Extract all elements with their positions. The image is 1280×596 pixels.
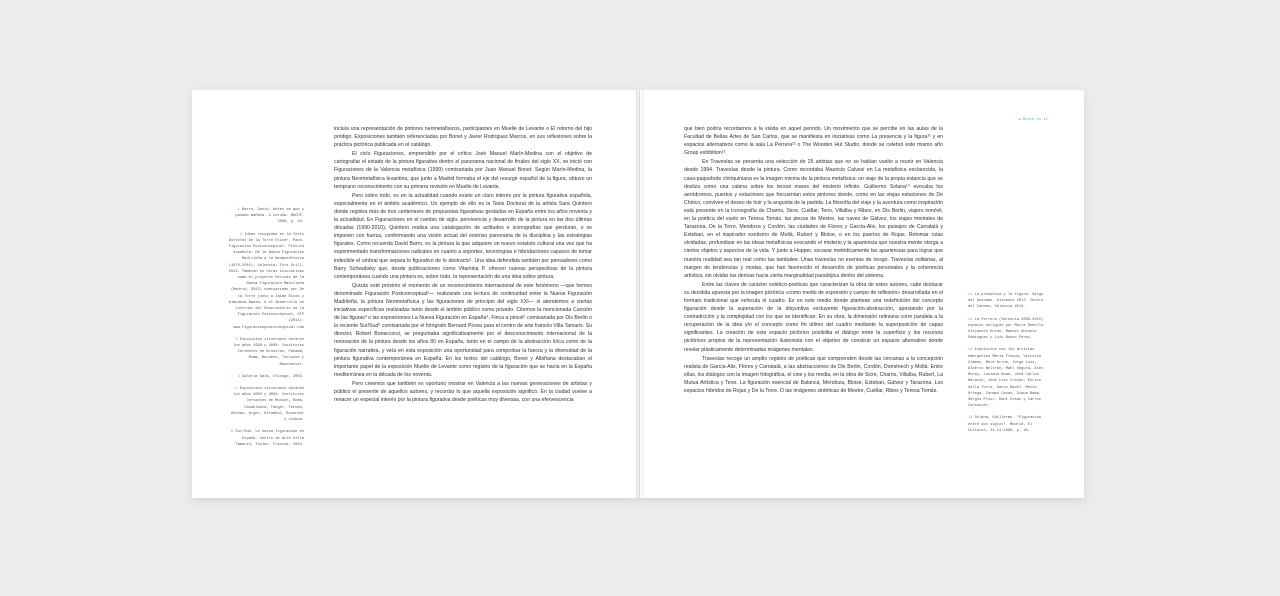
body-paragraph: Pero sobre todo, es en la actualidad cuando existe un claro interés por la pintura figurativa española, especialmente en el ámbito académico. Un ejemplo de ello es la Tesis Doctoral de la artista Sara Quintero donde registra más de tres centenares de propuestas figurativas gestadas en España entre los años noventa y la actualidad. En Figuraciones en el cambio de siglo, pervivencia y desarrollo de la pintura en las dos últimas décadas (1990-2010), Quintero realiza una catalogación de actitudes e iconografías que perduran, o se imponen con fuerza, conformando una visión actual del extenso panorama de la disciplina y las estrategias figurales. Como recuerda David Barro, es la pintura la que adquiere un nuevo estatuto cultural una vez que ha experimentado transformaciones radicales en cuanto a soportes, tecnologías e hibridaciones capaces de tomar indecible el umbral que separa lo figurativo de lo abstracto¹. Una idea defendida también por pensadores como Barry Schwabsky que, desde publicaciones como Vitamina P, ofrecen nuevas perspectivas de la pintura contemporánea cuando una pintura es, sobre todo, la representación de una idea sobre pintura.	[334, 192, 592, 280]
footnote	[228, 429, 304, 448]
footnote	[228, 232, 304, 331]
footnote-text: Solana, Guillermo. "Figuración entre dos siglos". Madrid, El Cultural, 21-11-1999, p. 46.	[968, 416, 1042, 433]
footnote-number: 2	[239, 232, 243, 237]
body-paragraph: Quizás esté próximo el momento de un reconocimiento internacional de este fenómeno —que hemos denominado Figuración Postconceptual²— realizando una lectura de continuidad entre la Nueva Figuración Madrileña, la pintura Neometafísica y las figuraciones de principio del siglo XXI— si atendemos a ciertas iniciativas específicas realizadas tanto desde el ámbito público como privado. Citemos la mencionada Canción de las figuras³ o las exposiciones La Nueva Figuración en España⁴, Finca a pincel⁵ comisariada por Dis Berlin o la reciente Sur/Sud⁶ comisariada por el fotógrafo Bernard Possu para el centro de arte francés Villa Tamaris. Su director, Robert Bonaccorsi, se preguntaba significativamente por el desconocimiento internacional de la renovación de la pintura desde los años 80 en España, tanto en el campo de la abstracción lírica como de la figuración narrativa, y veía en esta exposición una oportunidad para comprobar la fuerza y la diversidad de la pintura figurativa contemporánea en España. En los textos del catálogo, Bonet y Albiñana destacaban el importante papel de la exposición Muelle de Levante como registro de la figuración que se hacía en la España mediterránea en la década de los noventa.	[334, 282, 592, 378]
footnote-text: La Perrera (Valencia 2009-2015) espacio dirigido por Marta Rebollo, Alejandro Duran, Manuel Antonio Dominguez y Luis Bueno Pérez.	[968, 317, 1046, 341]
footnote-text: Exposición con los artistas emergentes Maria Freaud, Victoria Zlamon, Mora Arrue, Jorge Luiz, Alberto Beltrán, Maël Segura, Alex Morey, Luciana Huan, José Carlos Naranjo, José Luis Crespo, Enrico della Torre, Aaron Bavel, Mette Ortega, Carmen Casas, Diana Bama, Sergio Prior, Dani Cosas y Carlos Carsonier.	[968, 348, 1044, 409]
right-body-text	[684, 125, 943, 396]
body-paragraph: Entre las claves de carácter estético-poéticas que caracterizan la obra de estos autores, cabe destacar su decidida apuesta por la imagen pictórica «como medio de expresión y campo de reflexión» desarrollada en el formato tradicional que vehicula el cuadro. Es en este medio donde plantean una redefinición del concepto figuración desde la superación de la disyuntiva excluyente figuración-abstracción, apostando por la contradicción y la complejidad con los que se identifican. En su obra, la dimensión retiniana corre paralela a la recuperación de la idea y/o el concepto como fin último del cuadro mediante la superposición de capas significantes. La creación de este espacio pictórico posibilita el diálogo entre la superficie y los recursos pictóricos propios de la representación ilusionista con el objetivo de construir un espacio alternativo donde revelar plásticamente determinadas imágenes mentales.	[684, 281, 943, 353]
footnote	[228, 374, 304, 380]
footnote	[228, 207, 304, 226]
footnote-number: 6	[230, 430, 234, 435]
footnote-number: 13	[968, 348, 973, 353]
footnote-text: La presencia y la figura. Sargo del pescado. Alicante 2012. Centro del Carmen, Valencia 2013.	[968, 293, 1044, 310]
footnote	[968, 347, 1048, 409]
left-page	[192, 90, 639, 498]
footnote	[228, 386, 304, 423]
footnote	[968, 317, 1048, 342]
right-page	[640, 90, 1084, 498]
footnote-text: Exposición itinerante durante los años 2003 y 2004: Institutos Cervantes de Munich, Roma, Casablanca, Tanger, Tetuán, Atenas, Argel, Estambul, Bucarest y Lisboa.	[230, 387, 304, 423]
footnote-number: 5	[235, 387, 238, 392]
body-paragraph: Pero creemos que también es oportuno mostrar en Valencia a las nuevas generaciones de artistas y público el presente de aquellos autores, y recordar lo que aquella exposición significó. En la ciudad vuelve a renacer un especial interés por la pintura figurativa desde poéticas muy diversas, con una efervescencia	[334, 380, 592, 404]
body-paragraph: incluía una representación de pintores neometafísicos, participantes en Muelle de Levante o El retorno del hijo pródigo. Exposiciones también referenciadas por Bonet y Javier Rodríguez Marcos, en sus reflexiones sobre la práctica pictórica publicada en el catálogo.	[334, 126, 592, 149]
footnote-number: 1	[237, 208, 240, 212]
left-footnotes	[228, 207, 304, 454]
footnote-number: 11	[968, 293, 973, 297]
body-paragraph: En Travesías se presenta una selección de 25 artistas que no se habían vuelto a reunir en Valencia desde 1994. Travesías desde la pintura. Como recordaba Mauricio Calvesi en La metafisica esclarecida, la casa-paquebote chiriquiniana es la imagen misma de la pintura metafísica: un viaje de la propia estancia que se desliza como una cabina sobre los tersos mares del misterio infinito. Guillermo Solana¹⁴ evocaba los aeródromos, puertos y estaciones que frecuentan estos pintores donde, como en las viejas estaciones de De Chirico, conviven el deseo de huir y la angustia de la partida. La filosofía del viaje y la aventura como inspiración está presente en la iconografía de Charris, Sicre, Cuéllar, Teno, Villalba y Ribes, en Dis Berlin, viajero inmóvil, en la poética del vuelo en Teresa Tomás, las piezas de Mestre, las naves de Gálvez, los viajes mentales de Tarazona, De la Torre, Mendoza y Cordón, las ciudades de Flores y García-Alix, los paisajes de Carratalá y Esteban, en el inspirador exotismo de Mollá, Rubert y Bloise, o en los puertos de Rojas. Retomar rutas olvidadas, profundizar en las ideas metafísicas evocando el misterio y la apariencia que nuestra mente otorga a ciertos objetos y aspectos de la vida. Y junto a Hopper, socavar metódicamente las apariencias para lograr que nuestra realidad sea tan real como las tambalee. Unas travesías no exentas de riesgo. Travesías solitarias, al margen de tendencias y modas, que han favorecido el desarrollo de poéticas personales y la coherencia artística, sin olvidar las derivas hacia cierta marginalidad paradójica dentro del sistema.	[684, 159, 943, 279]
footnote-number: 14	[968, 416, 973, 421]
running-header: a Mouth to it	[1018, 118, 1048, 122]
left-body-text	[334, 125, 592, 405]
body-paragraph: Travesías recoge un amplio registro de poéticas que comprenden desde las cercanas a la concepción realista de García-Alix, Flores y Carratalá, a las abstracciones de Dis Berlin, Cordón, Doménech y Mollá. Entre ellas, los diálogos con la imagen fotográfica, el cine y los media, en la obra de Sicre, Charris, Villalba, Rubert, La Mutua Artística y Teno. La figuración esencial de Balancá, Mendoza, Bloise, Esteban, Gálvez y Tarazona. Los espacios híbridos de Rojas y De la Torre. O las imágenes sintéticas de Mestre, Cuéllar, Ribes y Teresa Tomás.	[684, 355, 943, 394]
footnote-text: Exposición itinerante durante los años 1999 y 2000: Institutos Cervantes de Bruselas, Panamá, Roma, Burdeos, Toulouse y Manchester.	[233, 337, 304, 367]
footnote	[968, 292, 1048, 311]
footnote-number: 12	[968, 317, 973, 322]
footnote-text: Ideas recogidas en la Tesis Doctoral De la Torre Oliver, Paco. Figuración Postconceptual. Pintura española: De la Nueva Figuración Madrileña a la Neometafísica (1970-2010). Valencia, Pire Drill, 2013. También en otras iniciativas como el proyecto Derivas de la Nueva Figuración Madrileña (Madrid, 2013) comisariado por De la Torre junto a Jaime Rivas y Almudena Baeza, o el desarrollo en internet del Observatorio de la Figuración Postconceptual, OFP (2014): www.figuracionpostconceptual.com	[228, 232, 304, 330]
footnote	[968, 415, 1048, 434]
right-footnotes	[968, 292, 1048, 440]
body-paragraph: El ciclo Figuraciones, emprendido por el crítico José Manuel Marín-Medina con el objetivo de cartografiar el estado de la pintura figurativa dentro el panorama nacional de finales del siglo XX, se inició con Figuraciones de la Valencia metafísica (1999) comisariada por Juan Manuel Bonet. Según Marín-Medina, la pintura Neometafísica levantina, que junto a Madrid formaba el eje del resurgir español de la figura, obtuvo un temprano reconocimiento con su primera revisión en Muelle de Levante.	[334, 151, 592, 190]
book-gutter	[636, 90, 644, 498]
body-paragraph: que bien podría recordarnos a la vivida en aquel periodo. Un movimiento que se percibe en las aulas de la Facultad de Bellas Artes de San Carlos, que se manifiesta en iniciativas como La presencia y la figura¹¹ y en espacios alternativos como la sala La Perrera¹² o The Wooden Hut Studio, donde se celebró este mismo año Group exhibition¹³.	[684, 126, 943, 157]
footnote-number: 3	[235, 337, 238, 342]
footnote-text: Barro, David. Antes de que y pasado mañana. A Coruña. MACUF, 2009, p. 16.	[235, 208, 304, 225]
footnote-text: Sur/Sud. La nueva figuración en España. Centro de Arte Villa Tamaris, Toulon. Francia. 2013.	[233, 430, 304, 447]
footnote-number: 4	[237, 374, 240, 379]
footnote-text: Galería Gala, Chicago, 2003.	[239, 374, 304, 379]
footnote	[228, 337, 304, 368]
